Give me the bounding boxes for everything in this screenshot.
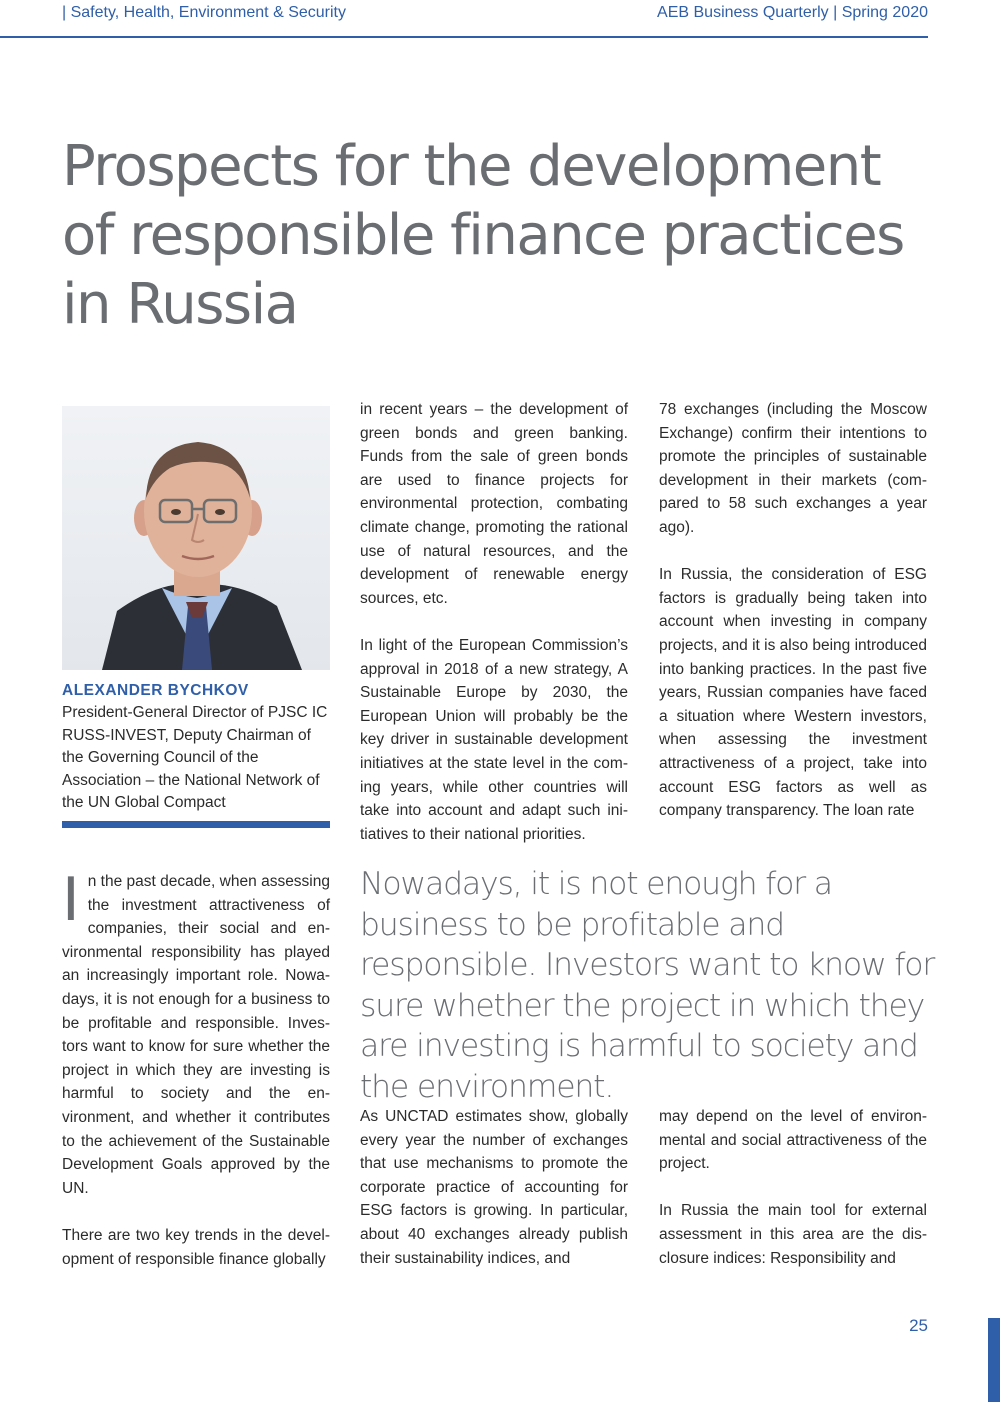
author-divider <box>62 821 330 828</box>
paragraph: 78 exchanges (including the Moscow Exchange) confirm their intentions to promote the principles of sustainable development in their markets (compared to 58 such exchanges a year ago). <box>659 401 927 536</box>
publication-header: AEB Business Quarterly | Spring 2020 <box>657 4 928 21</box>
pull-quote: Nowadays, it is not enough for a business to be profitable and responsible. Investors want to know for sure whether the project in which they are investing is harmful to society and the environment. <box>360 866 935 1105</box>
paragraph: In Russia the main tool for external assessment in this area are the disclosure indices: Responsibility and <box>659 1202 927 1267</box>
column-top-middle <box>360 398 628 846</box>
column-bottom-left <box>62 865 330 1271</box>
author-caption <box>62 680 332 815</box>
column-top-right <box>659 398 927 823</box>
page-number: 25 <box>909 1316 928 1335</box>
paragraph: In light of the European Commission’s approval in 2018 of a new strategy, A Sustainable Europe by 2030, the European Union will probably be the key driver in sustainable development initiatives at the state level in the coming years, while other countries will take into account and adapt such initiatives to their national priorities. <box>360 636 628 843</box>
author-photo <box>62 406 330 670</box>
column-bottom-middle <box>360 1105 628 1270</box>
column-bottom-right <box>659 1105 927 1270</box>
author-name: ALEXANDER BYCHKOV <box>62 682 249 699</box>
paragraph-text: n the past decade, when assessing the investment attractiveness of companies, their social and environmental responsibility has played an increasingly important role. Nowadays, it is not enough for a business to be profitable and responsible. Investors want to know for sure whether the project in which they are investing is harmful to society and the environment, and whether it contributes to the achievement of the Sustainable Development Goals approved by the UN. <box>62 873 330 1197</box>
paragraph: There are two key trends in the development of responsible finance globally <box>62 1226 330 1268</box>
article-title: Prospects for the development of responsible finance practices in Russia <box>62 134 904 337</box>
page-edge-tab <box>988 1318 1000 1402</box>
paragraph: As UNCTAD estimates show, globally every year the number of exchanges that use mechanisms to promote the corporate practice of accounting for ESG factors is growing. In particular, about 40 exchanges already publish their sustainability indices, and <box>360 1108 628 1267</box>
section-header: | Safety, Health, Environment & Security <box>62 4 346 21</box>
paragraph: in recent years – the development of green bonds and green banking. Funds from the sale of green bonds are used to finance projects for environmental protection, combating climate change, promoting the rational use of natural resources, and the development of renewable energy sources, etc. <box>360 401 628 607</box>
paragraph: may depend on the level of environmental and social attractiveness of the project. <box>659 1108 927 1173</box>
drop-cap: I <box>62 865 80 935</box>
author-bio: President-General Director of PJSC IC RUSS-INVEST, Deputy Chairman of the Governing Council of the Association – the National Network of the UN Global Compact <box>62 704 328 811</box>
header-divider <box>0 36 928 38</box>
paragraph: In Russia, the consideration of ESG factors is gradually being taken into account when investing in company projects, and it is also being introduced into banking practices. In the past five years, Russian companies have faced a situation where Western investors, when assessing the investment attractiveness of a project, take into account ESG factors as well as company transparency. The loan rate <box>659 566 927 820</box>
author-portrait-image <box>62 406 330 670</box>
paragraph <box>62 865 330 1200</box>
